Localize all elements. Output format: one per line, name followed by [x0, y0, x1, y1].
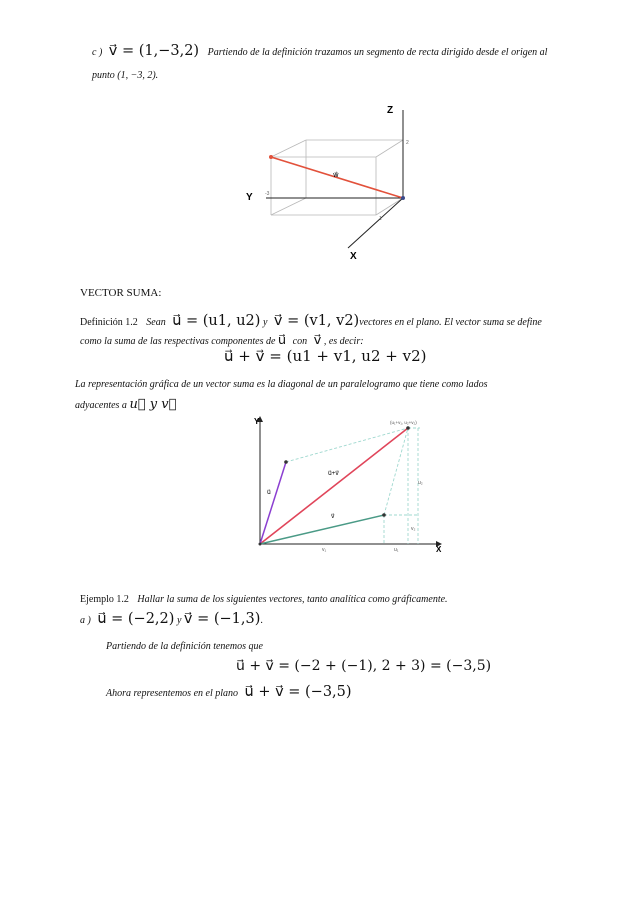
label-sum: u⃗+v⃗ [328, 471, 339, 477]
figure-2d-vector-sum [240, 412, 455, 557]
axes-3d [266, 110, 403, 248]
corner-label: (u₁+v₁, u₂+v₂) [390, 420, 417, 425]
label-v1: v₁ [322, 547, 327, 553]
example-line [80, 594, 448, 605]
definition-rest: vectores en el plano. El vector suma se define [359, 317, 542, 328]
representation-line2-text: adyacentes a [75, 400, 127, 411]
axis-z-label: Z [387, 105, 394, 116]
label-u2: u₂ [418, 480, 423, 486]
definition-con: con [292, 336, 308, 347]
section-title: VECTOR SUMA: [80, 287, 162, 299]
label-u1: u₁ [394, 547, 399, 553]
part-a-label: a ) [80, 615, 91, 626]
tick-x: 1 [379, 216, 382, 222]
definition-v-sym: v⃗ [313, 333, 322, 348]
axis-y-2d-label: Y [254, 417, 260, 426]
partiendo-text: Partiendo de la definición tenemos que [106, 641, 263, 652]
vector-w-label: w⃗ [333, 172, 339, 179]
part-a-y: y [176, 615, 182, 626]
label-v2: v₂ [411, 526, 416, 532]
vector-u-line [260, 462, 286, 544]
ahora-eq: u⃗ + v⃗ = (−3,5) [244, 684, 352, 700]
representation-line2 [75, 397, 176, 412]
ahora-line [106, 684, 352, 700]
figure-2d-svg [240, 412, 455, 557]
part-c-equation: v⃗ = (1,−3,2) [108, 43, 200, 59]
origin-point [401, 196, 405, 200]
label-u: u⃗ [267, 490, 271, 496]
vector-u-tip [284, 460, 288, 464]
representation-vectors: u⃗ y v⃗ [129, 397, 177, 412]
part-c-text: Partiendo de la definición trazamos un segmento de recta dirigido desde el origen al [207, 47, 548, 58]
part-a-v: v⃗ = (−1,3) [183, 611, 261, 627]
part-a-end: . [260, 615, 263, 626]
tick-y: -3 [265, 191, 270, 197]
definition-formula: u⃗ + v⃗ = (u1 + v1, u2 + v2) [224, 347, 427, 365]
axis-x-2d-label: X [436, 545, 442, 554]
example-text: Hallar la suma de los siguientes vectores, tanto analítica como gráficamente. [137, 594, 448, 605]
vector-sum-tip [406, 426, 410, 430]
part-c-text2: punto (1, −3, 2). [92, 70, 159, 81]
part-c-line [92, 43, 547, 59]
definition-line2 [80, 333, 364, 348]
definition-label: Definición 1.2 [80, 317, 138, 328]
axis-y-label: Y [246, 192, 253, 203]
example-label: Ejemplo 1.2 [80, 594, 129, 605]
part-c-label: c ) [92, 47, 103, 58]
definition-line2a: como la suma de las respectivas componentes de [80, 336, 276, 347]
ahora-text: Ahora representemos en el plano [106, 688, 239, 699]
example-part-a [80, 611, 263, 627]
definition-line2b: , es decir: [323, 336, 364, 347]
vector-v-tip [382, 513, 386, 517]
representation-line1: La representación gráfica de un vector suma es la diagonal de un paralelogramo que tiene como lados [75, 379, 488, 390]
figure-3d-svg [236, 100, 426, 265]
tick-z: 2 [406, 140, 409, 146]
part-a-u: u⃗ = (−2,2) [97, 611, 175, 627]
definition-v-eq: v⃗ = (v1, v2) [273, 313, 360, 329]
label-v: v⃗ [331, 514, 335, 520]
definition-y: y [262, 317, 268, 328]
definition-u-sym: u⃗ [277, 333, 287, 348]
axis-x-label: X [350, 251, 357, 262]
figure-3d-vector [236, 100, 426, 265]
definition-line1 [80, 313, 542, 329]
definition-intro: Sean [146, 317, 166, 328]
guide-lines [286, 428, 420, 544]
origin-2d [259, 543, 262, 546]
definition-u-eq: u⃗ = (u1, u2) [172, 313, 261, 329]
example-calc: u⃗ + v⃗ = (−2 + (−1), 2 + 3) = (−3,5) [236, 658, 492, 674]
vector-w-tip [269, 155, 273, 159]
